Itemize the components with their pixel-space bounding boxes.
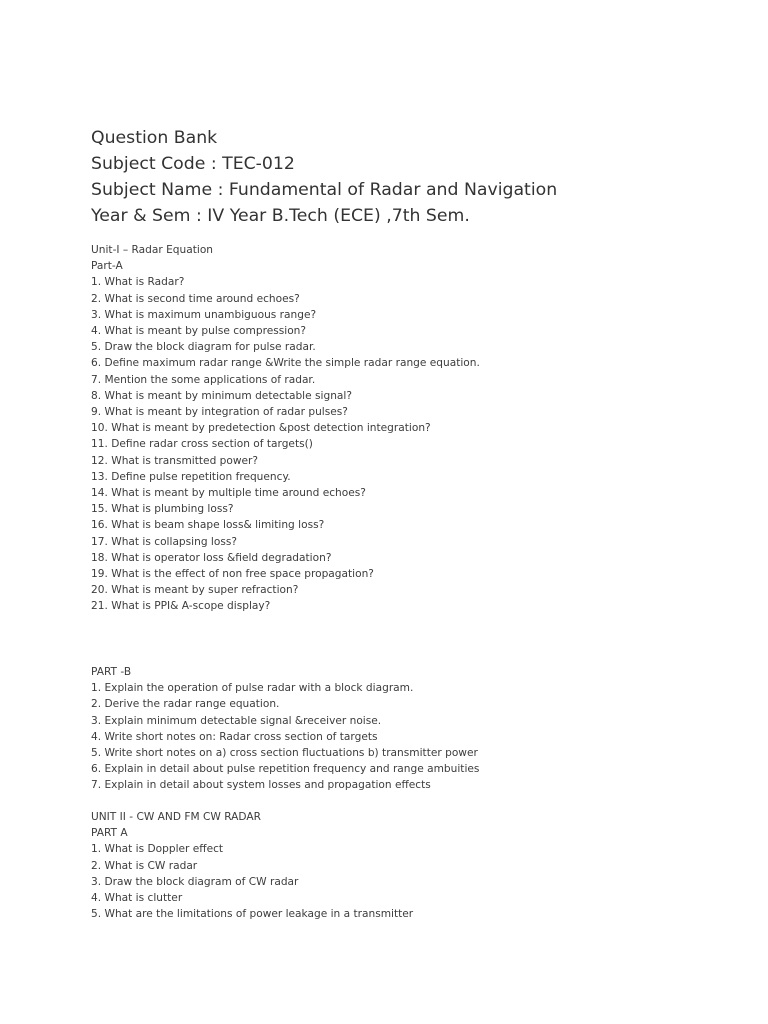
unit-1-section — [91, 242, 480, 615]
question-item: 1. What is Radar? — [91, 276, 185, 289]
subject-code: Subject Code : TEC-012 — [91, 154, 295, 174]
question-item: 11. Define radar cross section of targets() — [91, 438, 313, 451]
unit-1-part-b-label: PART -B — [91, 666, 132, 678]
question-item: 19. What is the effect of non free space propagation? — [91, 568, 374, 581]
unit-1-title: Unit-I – Radar Equation — [91, 244, 214, 256]
question-item: 10. What is meant by predetection &post detection integration? — [91, 422, 431, 435]
question-item: 7. Mention the some applications of radar. — [91, 373, 316, 386]
document-header — [91, 125, 557, 229]
question-item: 4. What is meant by pulse compression? — [91, 325, 307, 338]
question-item: 20. What is meant by super refraction? — [91, 584, 299, 597]
question-item: 4. Write short notes on: Radar cross section of targets — [91, 730, 378, 743]
document-title: Question Bank — [91, 128, 218, 148]
question-item: 4. What is clutter — [91, 892, 183, 905]
question-item: 7. Explain in detail about system losses and propagation effects — [91, 779, 431, 792]
question-item: 2. Derive the radar range equation. — [91, 698, 280, 711]
unit-1-part-a-questions — [91, 274, 480, 614]
question-item: 1. Explain the operation of pulse radar with a block diagram. — [91, 682, 414, 695]
question-item: 3. Draw the block diagram of CW radar — [91, 875, 299, 888]
question-item: 5. Write short notes on a) cross section fluctuations b) transmitter power — [91, 747, 478, 760]
question-item: 3. Explain minimum detectable signal &receiver noise. — [91, 714, 382, 727]
question-item: 8. What is meant by minimum detectable signal? — [91, 389, 352, 402]
question-item: 14. What is meant by multiple time around echoes? — [91, 487, 366, 500]
unit-1-part-b-section — [91, 664, 479, 794]
question-item: 3. What is maximum unambiguous range? — [91, 308, 317, 321]
question-item: 15. What is plumbing loss? — [91, 503, 234, 516]
question-item: 6. Explain in detail about pulse repetition frequency and range ambuities — [91, 763, 480, 776]
question-item: 2. What is CW radar — [91, 859, 198, 872]
question-item: 5. What are the limitations of power leakage in a transmitter — [91, 908, 414, 921]
question-item: 5. Draw the block diagram for pulse radar. — [91, 341, 316, 354]
question-item: 2. What is second time around echoes? — [91, 292, 300, 305]
subject-name: Subject Name : Fundamental of Radar and Navigation — [91, 180, 558, 200]
question-item: 6. Define maximum radar range &Write the simple radar range equation. — [91, 357, 480, 370]
question-item: 18. What is operator loss &field degradation? — [91, 551, 332, 564]
question-item: 12. What is transmitted power? — [91, 454, 259, 467]
question-item: 16. What is beam shape loss& limiting loss? — [91, 519, 325, 532]
question-item: 17. What is collapsing loss? — [91, 535, 238, 548]
unit-2-section — [91, 809, 413, 922]
question-item: 9. What is meant by integration of radar pulses? — [91, 406, 348, 419]
document-page — [91, 0, 751, 1024]
question-item: 21. What is PPI& A-scope display? — [91, 600, 271, 613]
unit-1-part-a-label: Part-A — [91, 260, 123, 273]
unit-1-part-b-questions — [91, 680, 479, 793]
year-sem: Year & Sem : IV Year B.Tech (ECE) ,7th Sem. — [91, 206, 470, 226]
unit-2-part-a-label: PART A — [91, 827, 128, 840]
unit-2-part-a-questions — [91, 841, 413, 922]
question-item: 1. What is Doppler effect — [91, 843, 224, 856]
question-item: 13. Define pulse repetition frequency. — [91, 470, 291, 483]
unit-2-title: UNIT II - CW AND FM CW RADAR — [91, 811, 261, 823]
